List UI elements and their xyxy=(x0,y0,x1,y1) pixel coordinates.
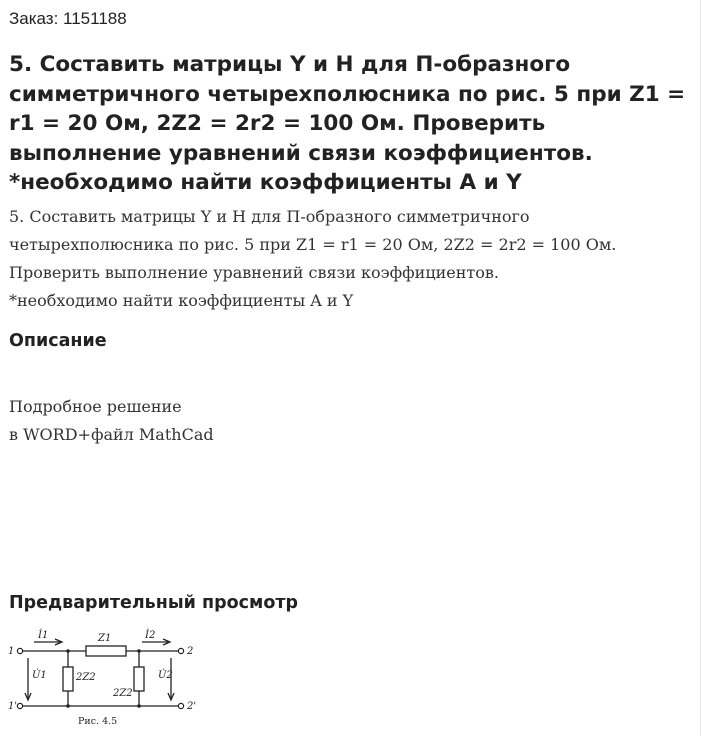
label-node-2: 2 xyxy=(187,646,194,657)
label-z2-right: 2Z2 xyxy=(113,688,133,699)
junction-dot xyxy=(137,649,141,653)
label-z1: Z1 xyxy=(98,633,112,644)
label-z2-left: 2Z2 xyxy=(76,672,96,683)
task-text-line: Проверить выполнение уравнений связи коэффициентов. xyxy=(9,263,499,282)
z2-left-resistor xyxy=(63,667,73,691)
terminal-1 xyxy=(17,648,22,653)
task-text-line: четырехполюсника по рис. 5 при Z1 = r1 = 20 Ом, 2Z2 = 2r2 = 100 Ом. xyxy=(9,235,617,254)
label-current-1: İ1 xyxy=(38,630,49,641)
label-current-2: İ2 xyxy=(145,630,156,641)
task-text-line: 5. Составить матрицы Y и H для П-образного симметричного xyxy=(9,207,530,226)
task-text xyxy=(9,203,699,315)
label-node-1p: 1' xyxy=(8,701,18,712)
description-line-1: Подробное решение xyxy=(9,397,182,416)
task-heading: 5. Составить матрицы Y и H для П-образного симметричного четырехполюсника по рис. 5 при Z1 = r1 = 20 Ом, 2Z2 = 2r2 = 100 Ом. Проверить выполнение уравнений связи коэффициентов. *необходимо найти коэффициенты A и Y xyxy=(9,52,686,195)
circuit-figure xyxy=(6,624,216,732)
terminal-1p xyxy=(17,703,22,708)
junction-dot xyxy=(137,704,141,708)
junction-dot xyxy=(66,704,70,708)
description-line-2: в WORD+файл MathCad xyxy=(9,425,214,444)
label-node-1: 1 xyxy=(8,646,15,657)
label-u2: U̇2 xyxy=(158,670,173,681)
z2-right-resistor xyxy=(134,667,144,691)
label-node-2p: 2' xyxy=(187,701,197,712)
label-u1: U̇1 xyxy=(32,670,47,681)
order-number: Заказ: 1151188 xyxy=(9,9,127,28)
terminal-2p xyxy=(178,703,183,708)
junction-dot xyxy=(66,649,70,653)
description-heading: Описание xyxy=(9,331,107,351)
z1-resistor xyxy=(86,646,126,656)
preview-heading: Предварительный просмотр xyxy=(9,593,299,613)
task-text-line: *необходимо найти коэффициенты A и Y xyxy=(9,291,354,310)
figure-caption: Рис. 4.5 xyxy=(78,716,118,727)
terminal-2 xyxy=(178,648,183,653)
